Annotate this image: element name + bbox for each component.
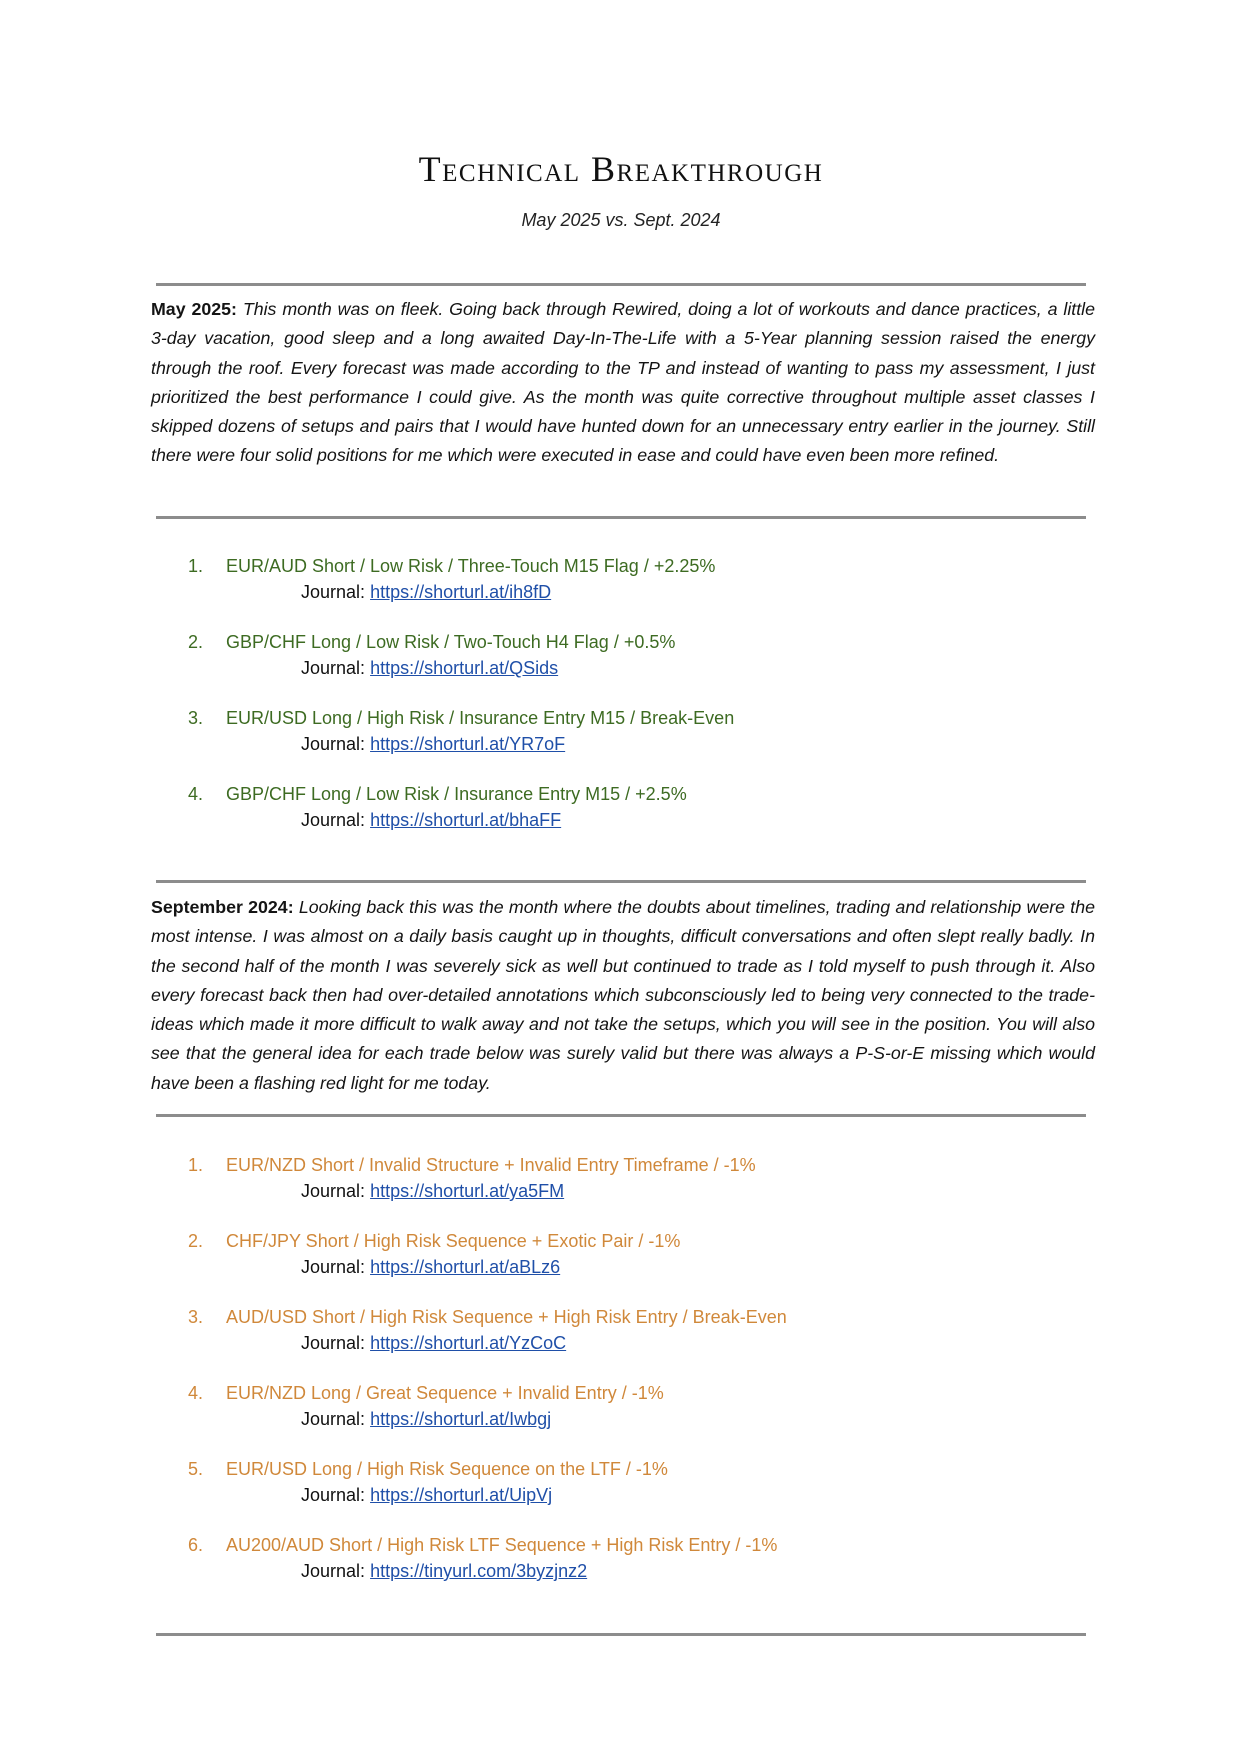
journal-line bbox=[301, 1409, 551, 1430]
journal-line bbox=[301, 734, 565, 755]
trade-description: EUR/USD Long / High Risk Sequence on the LTF / -1% bbox=[226, 1459, 668, 1479]
journal-link[interactable]: https://shorturl.at/QSids bbox=[370, 658, 559, 678]
sept-trade-item bbox=[0, 1155, 1242, 1215]
divider bbox=[156, 1114, 1086, 1117]
journal-link[interactable]: https://shorturl.at/ya5FM bbox=[370, 1181, 565, 1201]
journal-label: Journal: bbox=[301, 582, 366, 602]
trade-number: 3. bbox=[188, 1307, 204, 1327]
journal-line bbox=[301, 1485, 552, 1506]
may-trade-item bbox=[0, 784, 1242, 844]
journal-label: Journal: bbox=[301, 1485, 366, 1505]
journal-label: Journal: bbox=[301, 734, 366, 754]
page-subtitle: May 2025 vs. Sept. 2024 bbox=[521, 210, 721, 230]
trade-description: EUR/NZD Long / Great Sequence + Invalid Entry / -1% bbox=[226, 1383, 664, 1403]
journal-link[interactable]: https://shorturl.at/UipVj bbox=[370, 1485, 553, 1505]
journal-label: Journal: bbox=[301, 658, 366, 678]
sept-trade-item bbox=[0, 1459, 1242, 1519]
journal-line bbox=[301, 1257, 560, 1278]
trade-number: 4. bbox=[188, 1383, 204, 1403]
journal-link[interactable]: https://shorturl.at/aBLz6 bbox=[370, 1257, 561, 1277]
journal-label: Journal: bbox=[301, 1181, 366, 1201]
journal-line bbox=[301, 1333, 566, 1354]
sept-trade-item bbox=[0, 1383, 1242, 1443]
trade-number: 4. bbox=[188, 784, 204, 804]
page-title: Technical Breakthrough bbox=[418, 149, 824, 189]
trade-description: EUR/NZD Short / Invalid Structure + Invalid Entry Timeframe / -1% bbox=[226, 1155, 756, 1175]
sept-trade-item bbox=[0, 1231, 1242, 1291]
sept-trade-item bbox=[0, 1535, 1242, 1595]
trade-description: CHF/JPY Short / High Risk Sequence + Exotic Pair / -1% bbox=[226, 1231, 681, 1251]
journal-label: Journal: bbox=[301, 810, 366, 830]
journal-link[interactable]: https://shorturl.at/Iwbgj bbox=[370, 1409, 552, 1429]
journal-link[interactable]: https://tinyurl.com/3byzjnz2 bbox=[370, 1561, 588, 1581]
journal-label: Journal: bbox=[301, 1257, 366, 1277]
may-trade-item bbox=[0, 556, 1242, 616]
journal-label: Journal: bbox=[301, 1561, 366, 1581]
journal-line bbox=[301, 810, 561, 831]
journal-label: Journal: bbox=[301, 1333, 366, 1353]
trade-number: 1. bbox=[188, 1155, 204, 1175]
trade-number: 5. bbox=[188, 1459, 204, 1479]
may-text: This month was on fleek. Going back through Rewired, doing a lot of workouts and dance practices, a little 3-day vacation, good sleep and a long awaited Day-In-The-Life with a 5-Year planning session raised the energy through the roof. Every forecast was made according to the TP and instead of wanting to pass my assessment, I just prioritized the best performance I could give. As the month was quite corrective throughout multiple asset classes I skipped dozens of setups and pairs that I would have hunted down for an unnecessary entry earlier in the journey. Still there were four solid positions for me which were executed in ease and could have even been more refined. bbox=[151, 299, 1095, 466]
sept-text: Looking back this was the month where the doubts about timelines, trading and relationship were the most intense. I was almost on a daily basis caught up in thoughts, difficult conversations and often slept really badly. In the second half of the month I was severely sick as well but continued to trade as I told myself to push through it. Also every forecast back then had over-detailed annotations which subconsciously led to being very connected to the trade-ideas which made it more difficult to walk away and not take the setups, which you will see in the position. You will also see that the general idea for each trade below was surely valid but there was always a P-S-or-E missing which would have been a flashing red light for me today. bbox=[151, 897, 1095, 1093]
sept-trade-item bbox=[0, 1307, 1242, 1367]
trade-number: 2. bbox=[188, 1231, 204, 1251]
divider bbox=[156, 283, 1086, 286]
journal-line bbox=[301, 1181, 564, 1202]
trade-description: GBP/CHF Long / Low Risk / Insurance Entry M15 / +2.5% bbox=[226, 784, 687, 804]
trade-description: AUD/USD Short / High Risk Sequence + High Risk Entry / Break-Even bbox=[226, 1307, 787, 1327]
trade-description: GBP/CHF Long / Low Risk / Two-Touch H4 Flag / +0.5% bbox=[226, 632, 676, 652]
journal-link[interactable]: https://shorturl.at/bhaFF bbox=[370, 810, 562, 830]
divider bbox=[156, 1633, 1086, 1636]
trade-description: EUR/AUD Short / Low Risk / Three-Touch M15 Flag / +2.25% bbox=[226, 556, 716, 576]
trade-number: 6. bbox=[188, 1535, 204, 1555]
may-label: May 2025: bbox=[151, 299, 237, 319]
journal-line bbox=[301, 1561, 587, 1582]
divider bbox=[156, 880, 1086, 883]
trade-number: 3. bbox=[188, 708, 204, 728]
may-paragraph bbox=[151, 295, 1095, 471]
trade-number: 1. bbox=[188, 556, 204, 576]
may-trade-item bbox=[0, 708, 1242, 768]
journal-line bbox=[301, 582, 551, 603]
trade-description: AU200/AUD Short / High Risk LTF Sequence + High Risk Entry / -1% bbox=[226, 1535, 778, 1555]
journal-link[interactable]: https://shorturl.at/YR7oF bbox=[370, 734, 566, 754]
may-trade-item bbox=[0, 632, 1242, 692]
sept-label: September 2024: bbox=[151, 897, 294, 917]
trade-number: 2. bbox=[188, 632, 204, 652]
journal-label: Journal: bbox=[301, 1409, 366, 1429]
trade-description: EUR/USD Long / High Risk / Insurance Entry M15 / Break-Even bbox=[226, 708, 735, 728]
divider bbox=[156, 516, 1086, 519]
journal-line bbox=[301, 658, 558, 679]
journal-link[interactable]: https://shorturl.at/ih8fD bbox=[370, 582, 552, 602]
journal-link[interactable]: https://shorturl.at/YzCoC bbox=[370, 1333, 567, 1353]
sept-paragraph bbox=[151, 893, 1095, 1098]
